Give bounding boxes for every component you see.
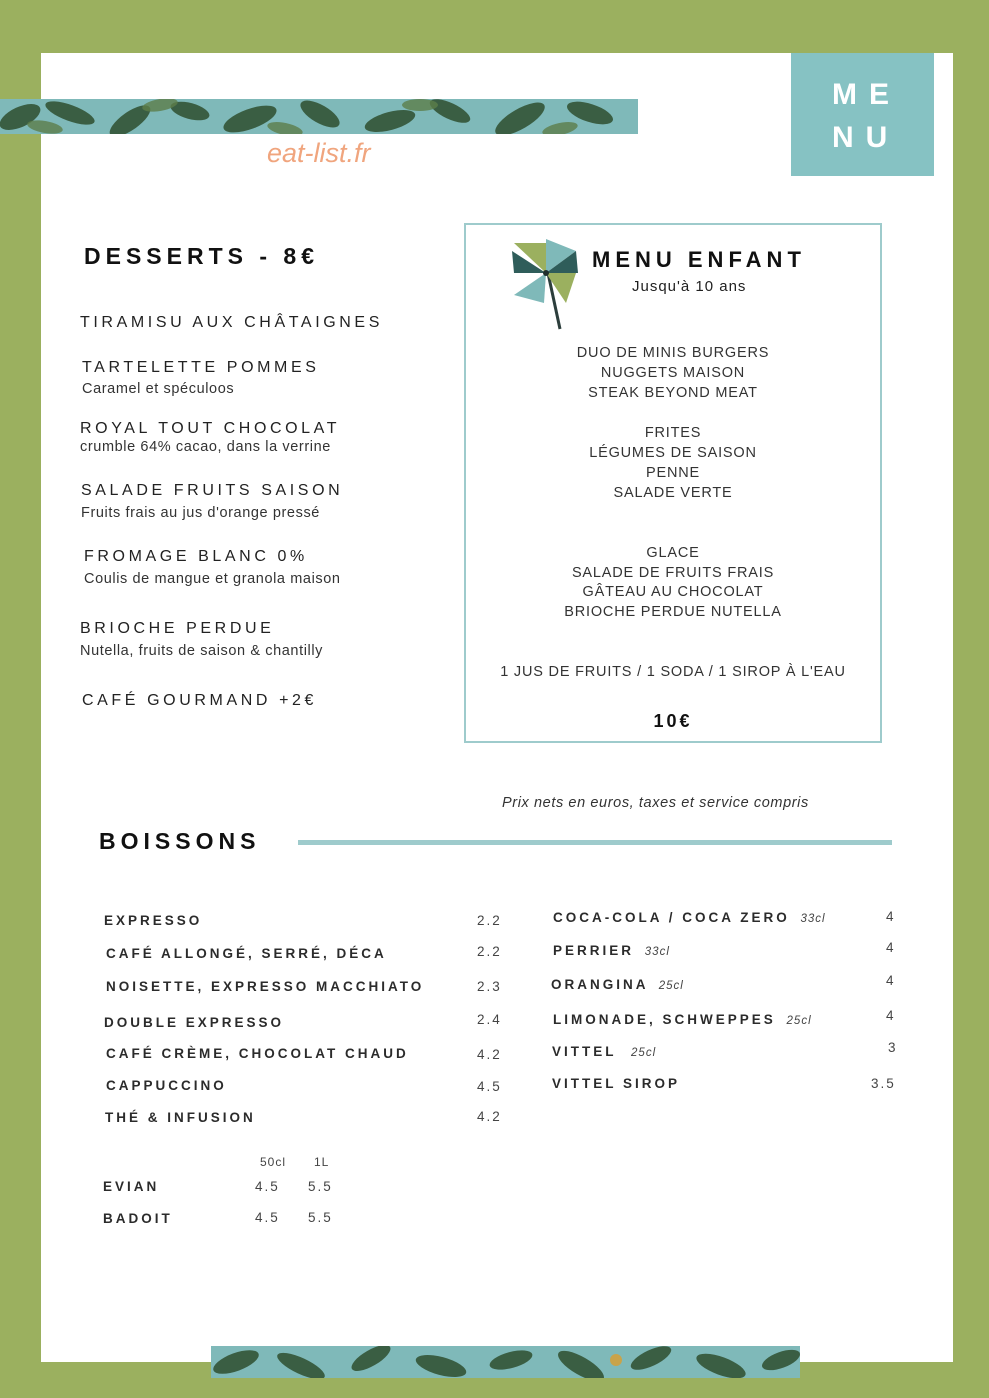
kids-main: NUGGETS MAISON bbox=[600, 365, 746, 381]
soft-drink-volume: 25cl bbox=[658, 980, 684, 992]
menu-logo-line2: NU bbox=[832, 121, 900, 154]
soft-drink-price: 3.5 bbox=[871, 1076, 896, 1091]
hot-drink-name: CAPPUCCINO bbox=[106, 1078, 227, 1093]
kids-dessert: GÂTEAU AU CHOCOLAT bbox=[582, 584, 764, 600]
hot-drink-price: 2.2 bbox=[477, 913, 502, 928]
hot-drink-price: 2.2 bbox=[477, 944, 502, 959]
desserts-title: DESSERTS - 8€ bbox=[84, 243, 319, 269]
hot-drink-price: 4.2 bbox=[477, 1047, 502, 1062]
soft-drink-price: 4 bbox=[886, 940, 896, 955]
hot-drink-name: NOISETTE, EXPRESSO MACCHIATO bbox=[106, 979, 425, 994]
kids-menu-title: MENU ENFANT bbox=[592, 247, 806, 272]
kids-dessert: SALADE DE FRUITS FRAIS bbox=[571, 565, 775, 581]
kids-menu-box bbox=[464, 223, 882, 743]
leaf-banner-bottom bbox=[211, 1346, 800, 1378]
soft-drink-volume: 25cl bbox=[631, 1047, 657, 1059]
leaf-banner-top bbox=[0, 99, 638, 134]
menu-logo-line1: ME bbox=[832, 78, 901, 111]
watermark-text: eat-list.fr bbox=[267, 138, 371, 168]
water-price-50cl: 4.5 bbox=[255, 1210, 280, 1225]
hot-drink-name: THÉ & INFUSION bbox=[105, 1110, 256, 1125]
hot-drink-name: CAFÉ CRÈME, CHOCOLAT CHAUD bbox=[106, 1046, 409, 1061]
dessert-name: SALADE FRUITS SAISON bbox=[81, 482, 344, 499]
soft-drink-volume: 33cl bbox=[800, 913, 826, 925]
kids-dessert: BRIOCHE PERDUE NUTELLA bbox=[564, 604, 782, 620]
kids-side: LÉGUMES DE SAISON bbox=[589, 445, 757, 461]
soft-drink-name: VITTEL SIROP bbox=[552, 1076, 681, 1091]
kids-menu-subtitle: Jusqu'à 10 ans bbox=[632, 278, 747, 295]
soft-drink-price: 4 bbox=[886, 1008, 896, 1023]
water-header-1l: 1L bbox=[314, 1155, 330, 1169]
boissons-divider bbox=[298, 840, 892, 845]
dessert-name: CAFÉ GOURMAND +2€ bbox=[82, 692, 318, 709]
hot-drink-name: EXPRESSO bbox=[104, 913, 203, 928]
soft-drink-name: ORANGINA 25cl bbox=[551, 977, 684, 992]
kids-side: FRITES bbox=[644, 425, 702, 441]
price-note: Prix nets en euros, taxes et service compris bbox=[502, 795, 809, 811]
kids-menu-price: 10€ bbox=[653, 711, 693, 731]
soft-drink-price: 3 bbox=[888, 1040, 898, 1055]
dessert-desc: crumble 64% cacao, dans la verrine bbox=[80, 439, 331, 455]
soft-drink-volume: 25cl bbox=[786, 1015, 812, 1027]
leaf-pattern-icon bbox=[0, 99, 638, 134]
water-price-1l: 5.5 bbox=[308, 1179, 333, 1194]
soft-drink-name: PERRIER 33cl bbox=[553, 943, 670, 958]
soft-drink-price: 4 bbox=[886, 909, 896, 924]
dessert-desc: Caramel et spéculoos bbox=[82, 381, 235, 397]
hot-drink-name: CAFÉ ALLONGÉ, SERRÉ, DÉCA bbox=[106, 946, 387, 961]
dessert-name: BRIOCHE PERDUE bbox=[80, 620, 275, 637]
leaf-pattern-icon bbox=[211, 1346, 800, 1378]
menu-logo-box bbox=[791, 53, 934, 176]
soft-drink-name: COCA-COLA / COCA ZERO 33cl bbox=[553, 910, 826, 925]
dessert-desc: Nutella, fruits de saison & chantilly bbox=[80, 643, 324, 659]
soft-drink-name: VITTEL 25cl bbox=[552, 1044, 657, 1059]
water-name: EVIAN bbox=[103, 1179, 160, 1194]
kids-dessert: GLACE bbox=[646, 545, 700, 561]
dessert-desc: Coulis de mangue et granola maison bbox=[84, 571, 341, 587]
hot-drink-price: 4.2 bbox=[477, 1109, 502, 1124]
water-header-50cl: 50cl bbox=[260, 1155, 287, 1169]
hot-drink-price: 4.5 bbox=[477, 1079, 502, 1094]
soft-drink-price: 4 bbox=[886, 973, 896, 988]
bird-icon bbox=[610, 1354, 622, 1366]
kids-main: DUO DE MINIS BURGERS bbox=[576, 345, 770, 361]
dessert-desc: Fruits frais au jus d'orange pressé bbox=[81, 505, 320, 521]
soft-drink-volume: 33cl bbox=[644, 946, 670, 958]
water-name: BADOIT bbox=[103, 1211, 173, 1226]
dessert-name: ROYAL TOUT CHOCOLAT bbox=[80, 420, 341, 437]
hot-drink-price: 2.3 bbox=[477, 979, 502, 994]
water-price-50cl: 4.5 bbox=[255, 1179, 280, 1194]
dessert-name: FROMAGE BLANC 0% bbox=[84, 548, 308, 565]
pinwheel-icon bbox=[510, 237, 582, 333]
boissons-title: BOISSONS bbox=[99, 828, 261, 854]
kids-main: STEAK BEYOND MEAT bbox=[588, 385, 758, 401]
soft-drink-name: LIMONADE, SCHWEPPES 25cl bbox=[553, 1012, 812, 1027]
water-price-1l: 5.5 bbox=[308, 1210, 333, 1225]
kids-side: SALADE VERTE bbox=[613, 485, 733, 501]
hot-drink-price: 2.4 bbox=[477, 1012, 502, 1027]
dessert-name: TIRAMISU AUX CHÂTAIGNES bbox=[80, 314, 383, 331]
kids-drinks: 1 JUS DE FRUITS / 1 SODA / 1 SIROP À L'EAU bbox=[500, 664, 846, 680]
kids-side: PENNE bbox=[646, 465, 700, 481]
dessert-name: TARTELETTE POMMES bbox=[82, 359, 320, 376]
hot-drink-name: DOUBLE EXPRESSO bbox=[104, 1015, 285, 1030]
